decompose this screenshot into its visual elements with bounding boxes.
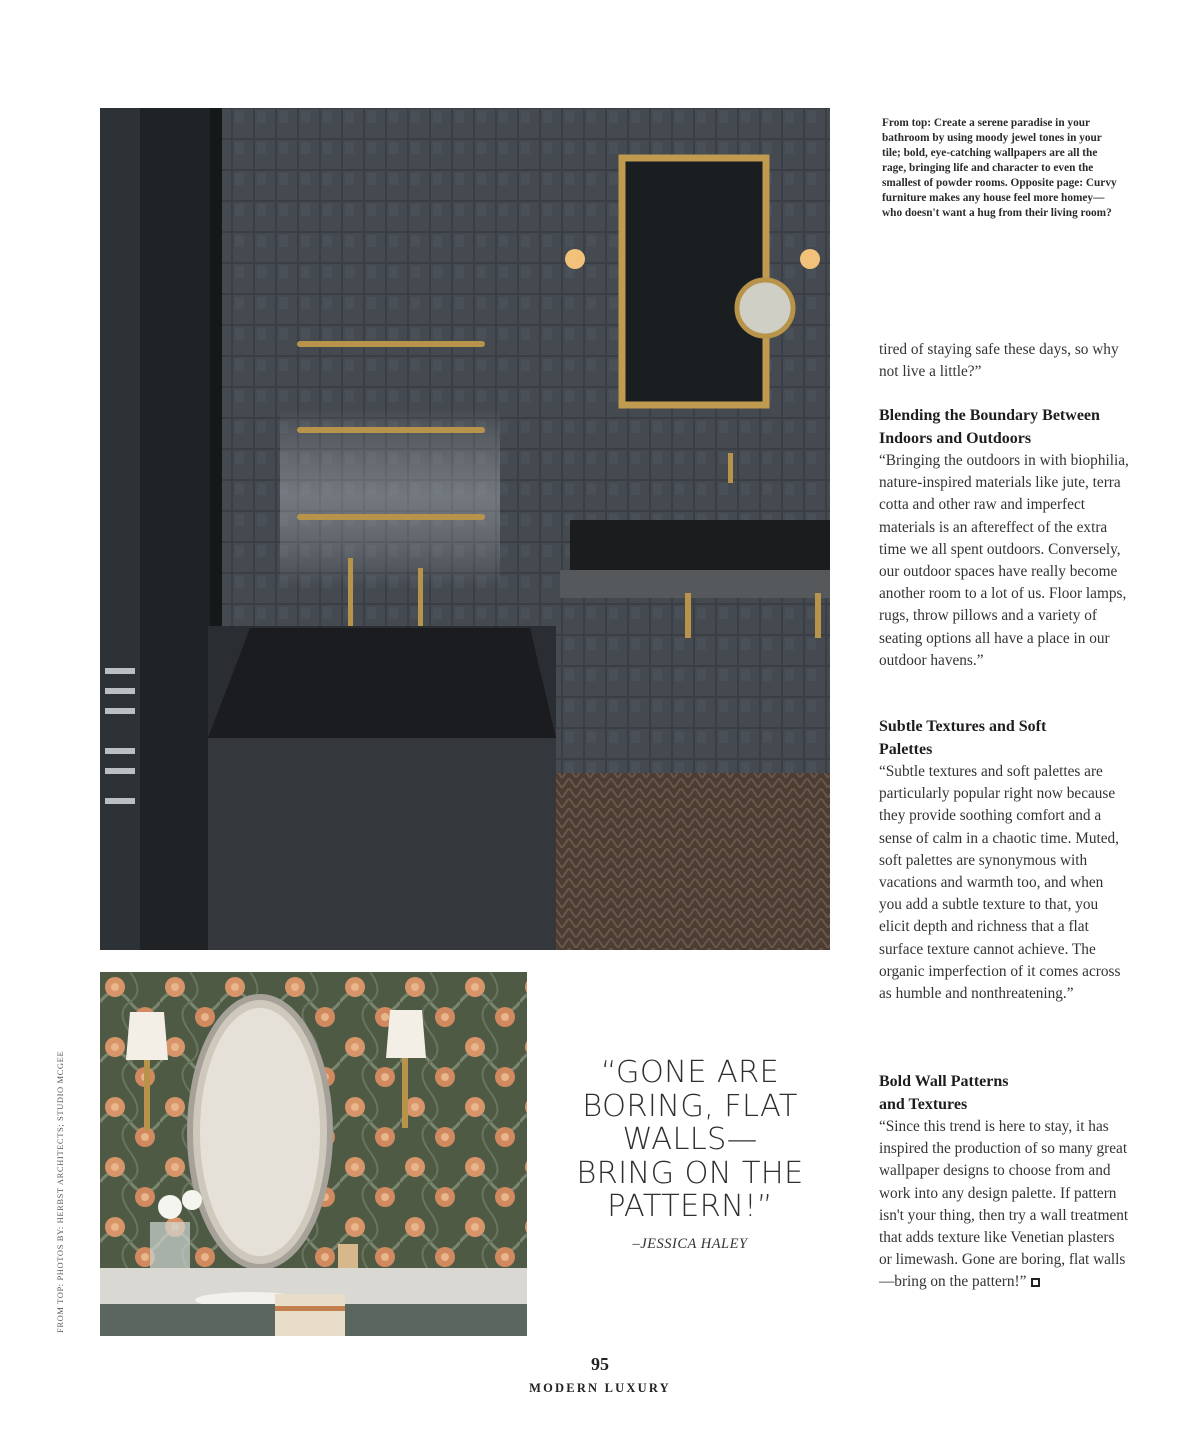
section-heading: Blending the Boundary Between Indoors and Outdoors [879,407,1100,447]
photo-credit: FROM TOP: PHOTOS BY: HERBST ARCHITECTS; STUDIO MCGEE [55,1050,65,1333]
pull-quote [570,1056,810,1224]
photo-caption: From top: Create a serene paradise in your bathroom by using moody jewel tones in your tile; bold, eye-catching wallpapers are all the rage, bringing life and character to even the smallest of powder rooms. Opposite page: Curvy furniture makes any house feel more homey—who doesn't want a hug from their living room? [882,117,1117,219]
section-bold-wall-patterns [879,1071,1129,1294]
section-body [879,1116,1129,1294]
pull-quote-line: BORING, FLAT [582,1088,798,1124]
pull-quote-line: BRING ON THE [576,1155,804,1191]
bathroom-photo [100,108,830,950]
pull-quote-line: “GONE ARE [600,1055,780,1090]
section-heading: Subtle Textures and Soft Palettes [879,718,1047,758]
section-body: “Bringing the outdoors in with biophilia, nature-inspired materials like jute, terra cotta and other raw and imperfect materials is an aftereffect of the extra time we all spent outdoors. Conversely, our outdoor spaces have really become another room to a lot of us. Floor lamps, rugs, throw pillows and a variety of seating options all have a place in our outdoor havens.” [879,452,1129,669]
section-body: “Subtle textures and soft palettes are particularly popular right now because they provide soothing comfort and a sense of calm in a chaotic time. Muted, soft palettes are synonymous with vacations and warmth too, and when you add a subtle texture to that, you elicit depth and richness that a flat surface texture cannot achieve. The organic imperfection of it comes across as humble and nonthreatening.” [879,763,1121,1003]
end-mark-icon [1031,1278,1040,1287]
pull-quote-line: PATTERN!” [607,1189,773,1224]
pull-quote-attribution: –JESSICA HALEY [632,1236,748,1252]
intro-text: tired of staying safe these days, so why not live a little?” [879,341,1119,381]
pull-quote-line: WALLS— [622,1122,758,1157]
intro-paragraph [879,339,1129,383]
powder-room-photo-illustration [100,972,527,1336]
page-number: 95 [591,1354,609,1374]
section-body-text: “Since this trend is here to stay, it has inspired the production of so many great wallpaper designs to choose from and work into any design palette. If pattern isn't your thing, then try a wall treatment that adds texture like Venetian plasters or limewash. Gone are boring, flat walls—bring on the pattern!” [879,1118,1129,1291]
publication-name: MODERN LUXURY [529,1381,671,1395]
section-indoors-outdoors [879,405,1129,672]
section-subtle-textures [879,716,1129,1005]
bathroom-photo-illustration [100,108,830,950]
section-heading: Bold Wall Patterns and Textures [879,1073,1009,1113]
powder-room-photo [100,972,527,1336]
